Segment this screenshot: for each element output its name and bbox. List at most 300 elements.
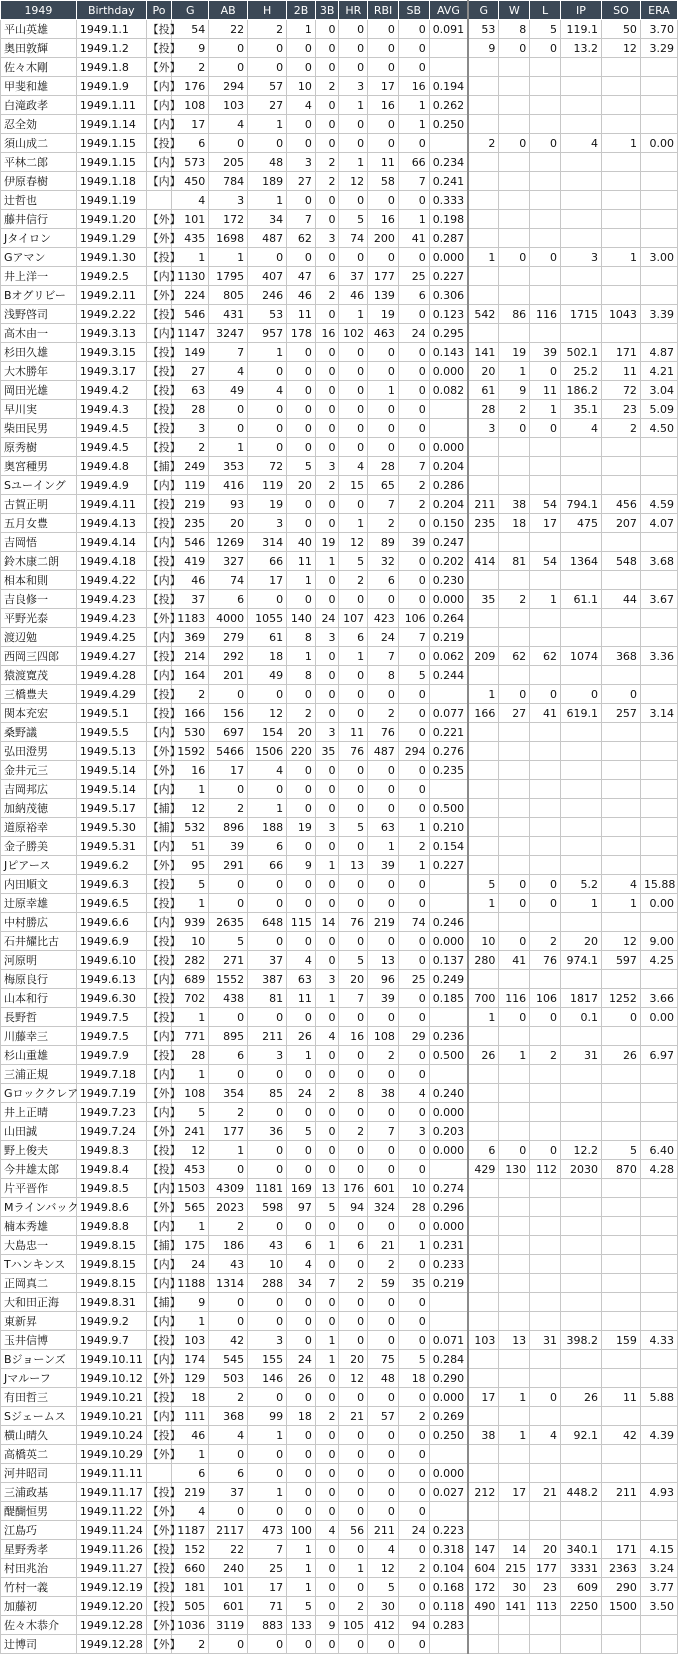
losses-cell: 5 <box>530 20 561 39</box>
strikeouts-cell: 42 <box>601 1426 640 1445</box>
birthday-cell: 1949.2.22 <box>76 305 146 324</box>
pitching-games-cell: 26 <box>468 1046 499 1065</box>
at-bats-cell: 22 <box>209 20 248 39</box>
rbi-cell: 0 <box>368 58 399 77</box>
column-header[interactable]: L <box>530 1 561 20</box>
wins-cell: 141 <box>499 1597 530 1616</box>
batting-average-cell <box>429 1312 468 1331</box>
triples-cell: 4 <box>315 1027 339 1046</box>
birthday-cell: 1949.10.12 <box>76 1369 146 1388</box>
strikeouts-cell <box>601 780 640 799</box>
era-cell: 0.00 <box>640 894 677 913</box>
era-cell <box>640 77 677 96</box>
birthday-cell: 1949.6.5 <box>76 894 146 913</box>
pitching-games-cell: 542 <box>468 305 499 324</box>
position-cell: 【内】 <box>146 153 172 172</box>
player-name-cell: 大和田正海 <box>1 1293 77 1312</box>
hits-cell: 0 <box>248 134 287 153</box>
position-cell: 【投】 <box>146 362 172 381</box>
birthday-cell: 1949.1.20 <box>76 210 146 229</box>
pitching-games-cell <box>468 1369 499 1388</box>
era-cell: 4.50 <box>640 419 677 438</box>
position-cell: 【内】 <box>146 96 172 115</box>
pitching-games-cell <box>468 267 499 286</box>
pitching-games-cell <box>468 913 499 932</box>
birthday-cell: 1949.5.31 <box>76 837 146 856</box>
table-row <box>1 894 678 913</box>
stolen-bases-cell: 24 <box>398 324 429 343</box>
birthday-cell: 1949.7.18 <box>76 1065 146 1084</box>
birthday-cell: 1949.4.29 <box>76 685 146 704</box>
innings-pitched-cell: 31 <box>560 1046 601 1065</box>
rbi-cell: 601 <box>368 1179 399 1198</box>
column-header[interactable]: SO <box>601 1 640 20</box>
batting-average-cell: 0.240 <box>429 1084 468 1103</box>
games-cell: 63 <box>172 381 209 400</box>
hits-cell: 487 <box>248 229 287 248</box>
pitching-games-cell <box>468 286 499 305</box>
birthday-cell: 1949.12.28 <box>76 1635 146 1654</box>
position-cell: 【外】 <box>146 1122 172 1141</box>
stolen-bases-cell: 0 <box>398 1331 429 1350</box>
stolen-bases-cell: 0 <box>398 191 429 210</box>
hits-cell: 0 <box>248 1065 287 1084</box>
column-header[interactable]: AB <box>209 1 248 20</box>
era-cell: 4.39 <box>640 1426 677 1445</box>
pitching-games-cell <box>468 210 499 229</box>
era-cell <box>640 286 677 305</box>
hits-cell: 27 <box>248 96 287 115</box>
era-cell <box>640 324 677 343</box>
position-cell: 【投】 <box>146 989 172 1008</box>
strikeouts-cell <box>601 723 640 742</box>
innings-pitched-cell <box>560 1407 601 1426</box>
home-runs-cell: 0 <box>339 837 368 856</box>
strikeouts-cell <box>601 1616 640 1635</box>
triples-cell: 0 <box>315 400 339 419</box>
hits-cell: 0 <box>248 1445 287 1464</box>
birthday-cell: 1949.4.11 <box>76 495 146 514</box>
doubles-cell: 0 <box>287 115 316 134</box>
strikeouts-cell <box>601 457 640 476</box>
doubles-cell: 20 <box>287 476 316 495</box>
innings-pitched-cell <box>560 77 601 96</box>
birthday-cell: 1949.2.11 <box>76 286 146 305</box>
losses-cell: 62 <box>530 647 561 666</box>
rbi-cell: 7 <box>368 647 399 666</box>
innings-pitched-cell: 619.1 <box>560 704 601 723</box>
position-cell: 【内】 <box>146 476 172 495</box>
home-runs-cell: 0 <box>339 1103 368 1122</box>
triples-cell: 0 <box>315 419 339 438</box>
era-cell: 4.59 <box>640 495 677 514</box>
player-name-cell: 山田誠 <box>1 1122 77 1141</box>
birthday-cell: 1949.8.5 <box>76 1179 146 1198</box>
home-runs-cell: 0 <box>339 704 368 723</box>
batting-average-cell: 0.306 <box>429 286 468 305</box>
birthday-cell: 1949.5.14 <box>76 761 146 780</box>
pitching-games-cell <box>468 1312 499 1331</box>
hits-cell: 85 <box>248 1084 287 1103</box>
pitching-games-cell <box>468 1027 499 1046</box>
hits-cell: 1 <box>248 191 287 210</box>
at-bats-cell: 1552 <box>209 970 248 989</box>
doubles-cell: 24 <box>287 1084 316 1103</box>
rbi-cell: 17 <box>368 77 399 96</box>
hits-cell: 598 <box>248 1198 287 1217</box>
triples-cell: 0 <box>315 1445 339 1464</box>
doubles-cell: 0 <box>287 514 316 533</box>
era-cell <box>640 818 677 837</box>
stolen-bases-cell: 0 <box>398 1255 429 1274</box>
rbi-cell: 219 <box>368 913 399 932</box>
player-name-cell: 大島忠一 <box>1 1236 77 1255</box>
at-bats-cell: 177 <box>209 1122 248 1141</box>
home-runs-cell: 0 <box>339 1293 368 1312</box>
stolen-bases-cell: 0 <box>398 894 429 913</box>
hits-cell: 25 <box>248 1559 287 1578</box>
home-runs-cell: 105 <box>339 1616 368 1635</box>
home-runs-cell: 0 <box>339 58 368 77</box>
stolen-bases-cell: 0 <box>398 514 429 533</box>
at-bats-cell: 2 <box>209 1217 248 1236</box>
strikeouts-cell <box>601 476 640 495</box>
pitching-games-cell <box>468 533 499 552</box>
pitching-games-cell <box>468 1407 499 1426</box>
doubles-cell: 0 <box>287 1141 316 1160</box>
doubles-cell: 0 <box>287 1217 316 1236</box>
hits-cell: 1055 <box>248 609 287 628</box>
pitching-games-cell: 28 <box>468 400 499 419</box>
triples-cell: 0 <box>315 514 339 533</box>
strikeouts-cell <box>601 324 640 343</box>
games-cell: 108 <box>172 1084 209 1103</box>
position-cell: 【内】 <box>146 1255 172 1274</box>
rbi-cell: 38 <box>368 1084 399 1103</box>
rbi-cell: 57 <box>368 1407 399 1426</box>
home-runs-cell: 0 <box>339 495 368 514</box>
stolen-bases-cell: 0 <box>398 552 429 571</box>
strikeouts-cell <box>601 1312 640 1331</box>
player-name-cell: 猿渡寛茂 <box>1 666 77 685</box>
column-header[interactable]: 1949 <box>1 1 77 20</box>
position-cell: 【外】 <box>146 1635 172 1654</box>
triples-cell: 0 <box>315 837 339 856</box>
triples-cell: 0 <box>315 1426 339 1445</box>
table-row <box>1 1103 678 1122</box>
strikeouts-cell: 1 <box>601 248 640 267</box>
player-name-cell: 渡辺勉 <box>1 628 77 647</box>
player-name-cell: 三浦正規 <box>1 1065 77 1084</box>
wins-cell <box>499 229 530 248</box>
home-runs-cell: 12 <box>339 533 368 552</box>
player-name-cell: 川藤幸三 <box>1 1027 77 1046</box>
hits-cell: 57 <box>248 77 287 96</box>
games-cell: 3 <box>172 419 209 438</box>
doubles-cell: 0 <box>287 1331 316 1350</box>
pitching-games-cell <box>468 457 499 476</box>
triples-cell: 14 <box>315 913 339 932</box>
triples-cell: 0 <box>315 875 339 894</box>
batting-average-cell: 0.264 <box>429 609 468 628</box>
stolen-bases-cell: 0 <box>398 58 429 77</box>
column-header[interactable]: H <box>248 1 287 20</box>
triples-cell: 0 <box>315 590 339 609</box>
position-cell: 【投】 <box>146 1540 172 1559</box>
at-bats-cell: 6 <box>209 1464 248 1483</box>
home-runs-cell: 2 <box>339 1122 368 1141</box>
column-header[interactable]: RBI <box>368 1 399 20</box>
innings-pitched-cell <box>560 286 601 305</box>
batting-average-cell <box>429 419 468 438</box>
era-cell <box>640 476 677 495</box>
batting-average-cell: 0.168 <box>429 1578 468 1597</box>
strikeouts-cell <box>601 96 640 115</box>
home-runs-cell: 176 <box>339 1179 368 1198</box>
innings-pitched-cell <box>560 1502 601 1521</box>
games-cell: 235 <box>172 514 209 533</box>
home-runs-cell: 0 <box>339 1046 368 1065</box>
stolen-bases-cell: 2 <box>398 1407 429 1426</box>
era-cell: 3.04 <box>640 381 677 400</box>
column-header[interactable]: SB <box>398 1 429 20</box>
doubles-cell: 11 <box>287 305 316 324</box>
at-bats-cell: 5 <box>209 932 248 951</box>
triples-cell: 1 <box>315 1350 339 1369</box>
doubles-cell: 0 <box>287 837 316 856</box>
table-row <box>1 39 678 58</box>
position-cell: 【投】 <box>146 495 172 514</box>
home-runs-cell: 0 <box>339 1540 368 1559</box>
pitching-games-cell <box>468 115 499 134</box>
games-cell: 530 <box>172 723 209 742</box>
era-cell <box>640 761 677 780</box>
birthday-cell: 1949.1.8 <box>76 58 146 77</box>
home-runs-cell: 0 <box>339 1065 368 1084</box>
hits-cell: 387 <box>248 970 287 989</box>
column-header[interactable]: ERA <box>640 1 677 20</box>
doubles-cell: 62 <box>287 229 316 248</box>
games-cell: 282 <box>172 951 209 970</box>
triples-cell: 0 <box>315 1293 339 1312</box>
stolen-bases-cell: 41 <box>398 229 429 248</box>
column-header[interactable]: Po <box>146 1 172 20</box>
at-bats-cell: 368 <box>209 1407 248 1426</box>
pitching-games-cell: 1 <box>468 894 499 913</box>
innings-pitched-cell <box>560 761 601 780</box>
stolen-bases-cell: 66 <box>398 153 429 172</box>
player-name-cell: 関本充宏 <box>1 704 77 723</box>
birthday-cell: 1949.7.19 <box>76 1084 146 1103</box>
hits-cell: 71 <box>248 1597 287 1616</box>
innings-pitched-cell <box>560 1179 601 1198</box>
doubles-cell: 8 <box>287 666 316 685</box>
birthday-cell: 1949.10.11 <box>76 1350 146 1369</box>
batting-average-cell: 0.333 <box>429 191 468 210</box>
rbi-cell: 0 <box>368 1464 399 1483</box>
column-header[interactable]: G <box>468 1 499 20</box>
rbi-cell: 1 <box>368 837 399 856</box>
doubles-cell: 1 <box>287 20 316 39</box>
era-cell <box>640 1122 677 1141</box>
position-cell: 【外】 <box>146 1084 172 1103</box>
triples-cell: 0 <box>315 685 339 704</box>
player-name-cell: 岡田光雄 <box>1 381 77 400</box>
position-cell: 【外】 <box>146 229 172 248</box>
innings-pitched-cell <box>560 1122 601 1141</box>
pitching-games-cell: 490 <box>468 1597 499 1616</box>
column-header[interactable]: HR <box>339 1 368 20</box>
wins-cell: 18 <box>499 514 530 533</box>
at-bats-cell: 6 <box>209 590 248 609</box>
player-name-cell: Mラインバック <box>1 1198 77 1217</box>
player-name-cell: 杉山重雄 <box>1 1046 77 1065</box>
column-header[interactable]: 3B <box>315 1 339 20</box>
batting-average-cell: 0.274 <box>429 1179 468 1198</box>
doubles-cell: 26 <box>287 1027 316 1046</box>
doubles-cell: 0 <box>287 875 316 894</box>
strikeouts-cell <box>601 1179 640 1198</box>
player-name-cell: 金井元三 <box>1 761 77 780</box>
rbi-cell: 11 <box>368 153 399 172</box>
triples-cell: 0 <box>315 1312 339 1331</box>
batting-average-cell: 0.203 <box>429 1122 468 1141</box>
at-bats-cell: 1269 <box>209 533 248 552</box>
losses-cell <box>530 286 561 305</box>
stolen-bases-cell: 2 <box>398 495 429 514</box>
position-cell: 【外】 <box>146 856 172 875</box>
stolen-bases-cell: 0 <box>398 381 429 400</box>
table-row <box>1 1521 678 1540</box>
hits-cell: 0 <box>248 875 287 894</box>
rbi-cell: 2 <box>368 704 399 723</box>
at-bats-cell: 4 <box>209 362 248 381</box>
losses-cell: 0 <box>530 248 561 267</box>
rbi-cell: 0 <box>368 191 399 210</box>
table-row <box>1 875 678 894</box>
at-bats-cell: 1 <box>209 1141 248 1160</box>
doubles-cell: 1 <box>287 571 316 590</box>
home-runs-cell: 3 <box>339 77 368 96</box>
hits-cell: 119 <box>248 476 287 495</box>
rbi-cell: 2 <box>368 1255 399 1274</box>
innings-pitched-cell: 13.2 <box>560 39 601 58</box>
losses-cell <box>530 571 561 590</box>
triples-cell: 7 <box>315 1274 339 1293</box>
position-cell: 【投】 <box>146 704 172 723</box>
pitching-games-cell <box>468 324 499 343</box>
home-runs-cell: 0 <box>339 39 368 58</box>
birthday-cell: 1949.10.29 <box>76 1445 146 1464</box>
hits-cell: 1 <box>248 115 287 134</box>
losses-cell: 177 <box>530 1559 561 1578</box>
triples-cell: 0 <box>315 780 339 799</box>
hits-cell: 17 <box>248 571 287 590</box>
hits-cell: 10 <box>248 1255 287 1274</box>
home-runs-cell: 6 <box>339 1236 368 1255</box>
wins-cell <box>499 1065 530 1084</box>
triples-cell: 0 <box>315 1141 339 1160</box>
era-cell <box>640 913 677 932</box>
position-cell <box>146 191 172 210</box>
doubles-cell: 0 <box>287 932 316 951</box>
table-row <box>1 514 678 533</box>
strikeouts-cell: 597 <box>601 951 640 970</box>
position-cell: 【外】 <box>146 1502 172 1521</box>
birthday-cell: 1949.4.28 <box>76 666 146 685</box>
games-cell: 689 <box>172 970 209 989</box>
batting-average-cell: 0.154 <box>429 837 468 856</box>
losses-cell: 21 <box>530 1483 561 1502</box>
position-cell: 【捕】 <box>146 818 172 837</box>
strikeouts-cell: 11 <box>601 362 640 381</box>
birthday-cell: 1949.6.2 <box>76 856 146 875</box>
losses-cell <box>530 1350 561 1369</box>
innings-pitched-cell <box>560 818 601 837</box>
home-runs-cell: 0 <box>339 894 368 913</box>
innings-pitched-cell <box>560 571 601 590</box>
losses-cell: 0 <box>530 1388 561 1407</box>
column-header[interactable]: 2B <box>287 1 316 20</box>
batting-average-cell <box>429 58 468 77</box>
strikeouts-cell: 1 <box>601 894 640 913</box>
birthday-cell: 1949.8.3 <box>76 1141 146 1160</box>
birthday-cell: 1949.4.5 <box>76 419 146 438</box>
strikeouts-cell <box>601 837 640 856</box>
triples-cell: 19 <box>315 533 339 552</box>
batting-average-cell: 0.246 <box>429 913 468 932</box>
hits-cell: 146 <box>248 1369 287 1388</box>
home-runs-cell: 46 <box>339 286 368 305</box>
batting-average-cell: 0.000 <box>429 1141 468 1160</box>
era-cell: 3.50 <box>640 1597 677 1616</box>
batting-average-cell: 0.000 <box>429 362 468 381</box>
rbi-cell: 0 <box>368 1426 399 1445</box>
wins-cell <box>499 96 530 115</box>
innings-pitched-cell: 475 <box>560 514 601 533</box>
pitching-games-cell <box>468 609 499 628</box>
wins-cell: 130 <box>499 1160 530 1179</box>
pitching-games-cell <box>468 666 499 685</box>
wins-cell: 0 <box>499 248 530 267</box>
strikeouts-cell <box>601 1464 640 1483</box>
strikeouts-cell <box>601 799 640 818</box>
home-runs-cell: 1 <box>339 96 368 115</box>
era-cell <box>640 1293 677 1312</box>
innings-pitched-cell <box>560 780 601 799</box>
birthday-cell: 1949.7.24 <box>76 1122 146 1141</box>
wins-cell <box>499 438 530 457</box>
birthday-cell: 1949.8.31 <box>76 1293 146 1312</box>
strikeouts-cell <box>601 1502 640 1521</box>
doubles-cell: 0 <box>287 343 316 362</box>
pitching-games-cell: 212 <box>468 1483 499 1502</box>
batting-average-cell: 0.185 <box>429 989 468 1008</box>
player-name-cell: Gアマン <box>1 248 77 267</box>
rbi-cell: 0 <box>368 590 399 609</box>
column-header[interactable]: Birthday <box>76 1 146 20</box>
column-header[interactable]: IP <box>560 1 601 20</box>
wins-cell <box>499 1198 530 1217</box>
table-row <box>1 248 678 267</box>
era-cell: 4.15 <box>640 1540 677 1559</box>
column-header[interactable]: W <box>499 1 530 20</box>
losses-cell <box>530 1255 561 1274</box>
column-header[interactable]: G <box>172 1 209 20</box>
at-bats-cell: 20 <box>209 514 248 533</box>
player-name-cell: Jピアース <box>1 856 77 875</box>
column-header[interactable]: AVG <box>429 1 468 20</box>
